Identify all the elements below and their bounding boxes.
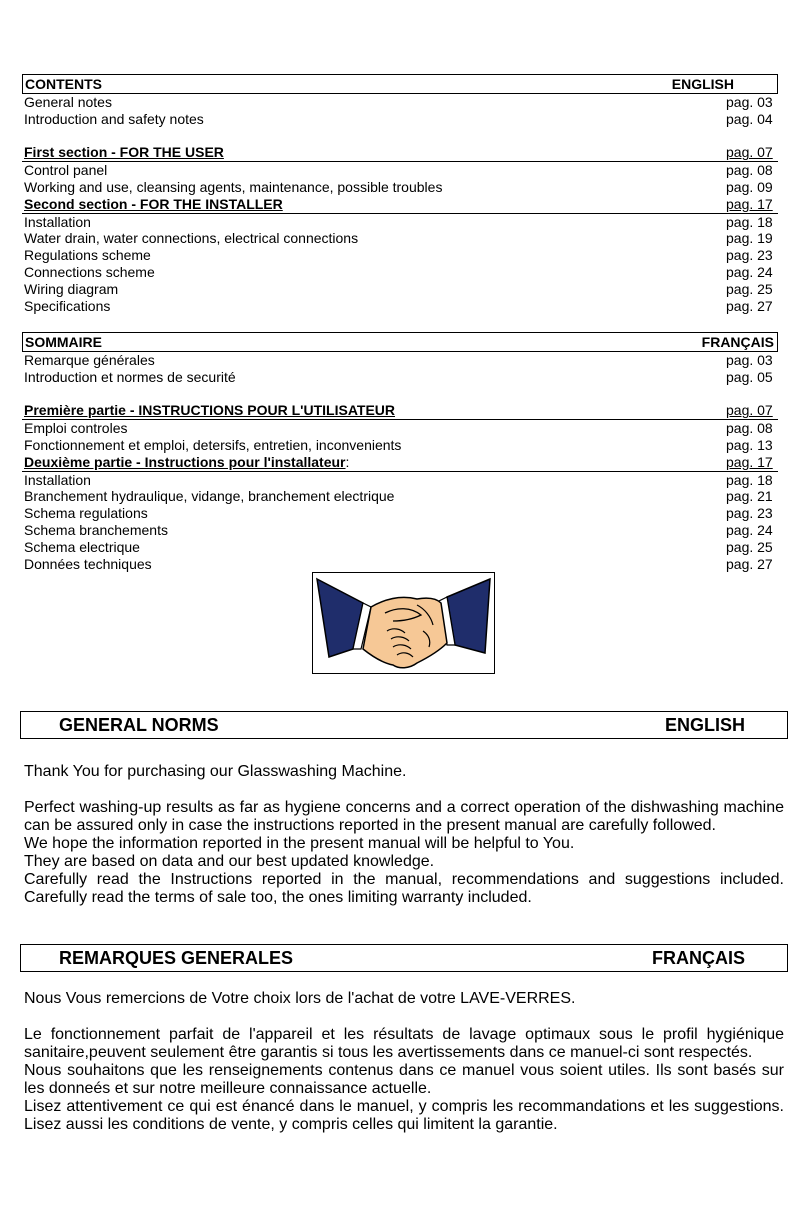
toc-row: Branchement hydraulique, vidange, branchement electrique pag. 21	[24, 488, 773, 505]
toc-row: Water drain, water connections, electrical connections pag. 19	[24, 230, 773, 247]
handshake-illustration	[312, 572, 495, 674]
thanks-paragraph: Thank You for purchasing our Glasswashing Machine.	[24, 763, 407, 780]
remarques-text	[24, 990, 784, 1134]
toc-row: General notes pag. 03	[24, 94, 773, 110]
toc-section-heading: First section - FOR THE USER pag. 07	[22, 144, 778, 162]
toc-row: Emploi controles pag. 08	[24, 420, 773, 437]
remarques-heading: REMARQUES GENERALES	[59, 947, 294, 968]
paragraph: Nous souhaitons que les renseignements contenus dans ce manuel vous soient utiles. Ils sont basés sur les donneés et sur notre meilleure connaissance actuelle.	[24, 1062, 784, 1097]
toc-row: Connections scheme pag. 24	[24, 263, 773, 280]
general-norms-heading: GENERAL NORMS	[59, 714, 219, 735]
toc-row: Introduction and safety notes pag. 04	[24, 110, 773, 127]
handshake-icon	[313, 573, 494, 673]
sommaire-header	[22, 332, 778, 352]
general-norms-language: ENGLISH	[664, 714, 745, 735]
contents-heading: CONTENTS	[25, 75, 102, 92]
paragraph: Perfect washing-up results as far as hygiene concerns and a correct operation of the dishwashing machine can be assured only in case the instructions reported in the present manual are carefully followed.	[24, 799, 784, 834]
thanks-paragraph: Nous Vous remercions de Votre choix lors de l'achat de votre LAVE-VERRES.	[24, 990, 576, 1007]
remarques-language: FRANÇAIS	[652, 947, 745, 968]
toc-row: Remarque générales pag. 03	[24, 352, 773, 368]
toc-row: Schema branchements pag. 24	[24, 521, 773, 538]
remarques-header	[20, 944, 788, 972]
toc-row: Fonctionnement et emploi, detersifs, entretien, inconvenients pag. 13	[24, 436, 773, 453]
paragraph: Lisez attentivement ce qui est énancé dans le manuel, y compris les recommandations et les suggestions. Lisez aussi les conditions de vente, y compris celles qui limitent la garantie.	[24, 1098, 784, 1133]
toc-row: Schema electrique pag. 25	[24, 538, 773, 555]
paragraph: We hope the information reported in the present manual will be helpful to You.	[24, 835, 575, 852]
toc-row: Introduction et normes de securité pag. 05	[24, 368, 773, 385]
toc-row: Données techniques pag. 27	[24, 555, 773, 572]
toc-row: Control panel pag. 08	[24, 162, 773, 179]
paragraph: They are based on data and our best updated knowledge.	[24, 853, 435, 870]
toc-section-heading: Deuxième partie - Instructions pour l'installateur: pag. 17	[22, 454, 778, 472]
toc-row: Installation pag. 18	[24, 213, 773, 230]
paragraph: Carefully read the Instructions reported in the manual, recommendations and suggestions included. Carefully read the terms of sale too, the ones limiting warranty included.	[24, 871, 784, 906]
toc-section-heading: Première partie - INSTRUCTIONS POUR L'UTILISATEUR pag. 07	[22, 402, 778, 420]
general-norms-header	[20, 711, 788, 739]
toc-row: Installation pag. 18	[24, 471, 773, 488]
contents-english	[22, 74, 778, 314]
sommaire-language: FRANÇAIS	[701, 333, 774, 350]
contents-french	[22, 332, 778, 572]
toc-section-heading: Second section - FOR THE INSTALLER pag. 17	[22, 196, 778, 214]
toc-row: Working and use, cleansing agents, maintenance, possible troubles pag. 09	[24, 178, 773, 195]
general-norms-text	[24, 763, 784, 907]
toc-row: Specifications pag. 27	[24, 297, 773, 314]
toc-row: Schema regulations pag. 23	[24, 505, 773, 522]
toc-row: Wiring diagram pag. 25	[24, 280, 773, 297]
toc-row: Regulations scheme pag. 23	[24, 247, 773, 264]
paragraph: Le fonctionnement parfait de l'appareil et les résultats de lavage optimaux sous le profil hygiénique sanitaire,peuvent seulement être garantis si tous les avertissements dans ce manuel-ci sont respectés.	[24, 1026, 784, 1061]
contents-language: ENGLISH	[671, 75, 734, 92]
sommaire-heading: SOMMAIRE	[25, 333, 102, 350]
contents-header	[22, 74, 778, 94]
